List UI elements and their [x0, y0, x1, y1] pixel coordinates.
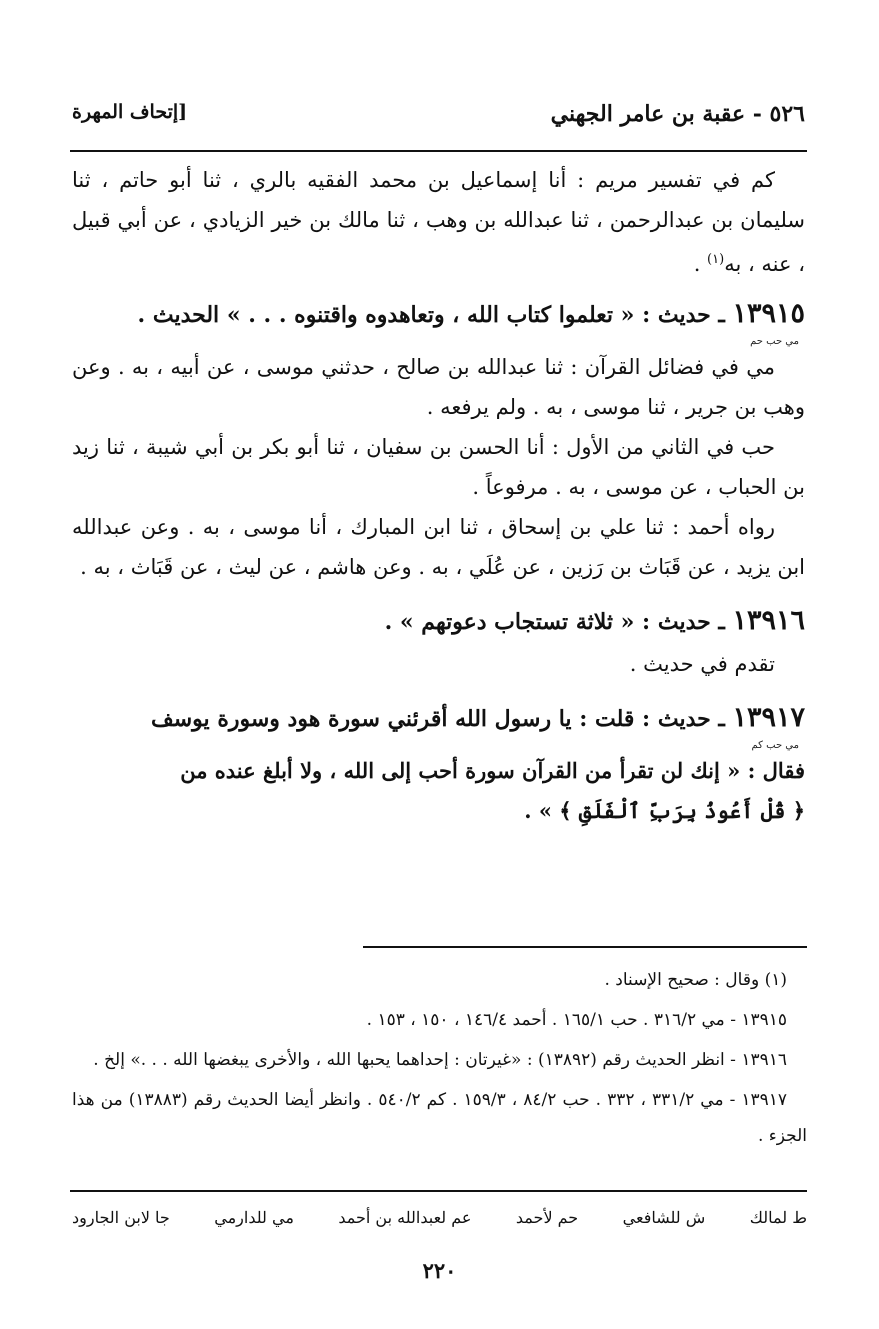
- footnote-text: ١٣٩١٥ - مي ٣١٦/٢ . حب ١٦٥/١ . أحمد ١٤٦/٤ ، ١٥٠ ، ١٥٣ .: [366, 1010, 787, 1030]
- hadith-text-continuation: فقال : « إنك لن تقرأ من القرآن سورة أحب إلى الله ، ولا أبلغ عنده من: [180, 758, 805, 783]
- paragraph-end: .: [693, 252, 708, 276]
- book-title: [إتحاف المهرة: [72, 101, 188, 123]
- paragraph-text: مي في فضائل القرآن : ثنا عبدالله بن صالح ، حدثني موسى ، عن أبيه ، به . وعن وهب بن جرير ، ثنا موسى ، به . ولم يرفعه .: [72, 355, 805, 419]
- page-header: [72, 95, 805, 139]
- paragraph-text: كم في تفسير مريم : أنا إسماعيل بن محمد الفقيه بالري ، ثنا أبو حاتم ، ثنا سليمان بن عبدالرحمن ، ثنا عبدالله بن وهب ، ثنا مالك بن خير الزيادي ، عن أبي قبيل ، عنه ، به: [72, 168, 805, 276]
- paragraph-text: تقدم في حديث .: [629, 652, 775, 676]
- source-codes: مي حب كم: [751, 740, 799, 751]
- hadith-heading-13916: [72, 599, 805, 644]
- hadith-number: ١٣٩١٥: [732, 298, 805, 329]
- footnote-1: [72, 962, 807, 998]
- legend-item-ibn-jarud: جا لابن الجارود: [72, 1208, 170, 1227]
- legend-rule: [70, 1190, 807, 1192]
- hadith-title: ـ حديث : قلت : يا رسول الله أقرئني سورة هود وسورة يوسف: [150, 706, 733, 732]
- abbreviation-legend: [72, 1203, 807, 1233]
- hadith-title: ـ حديث : « ثلاثة تستجاب دعوتهم » .: [384, 609, 733, 635]
- legend-item-shafii: ش للشافعي: [622, 1208, 706, 1227]
- hadith-heading-13915: [72, 292, 805, 337]
- footnote-marker: (١): [707, 252, 725, 267]
- legend-item-ahmad: حم لأحمد: [515, 1208, 579, 1227]
- hadith-number: ١٣٩١٧: [732, 702, 805, 733]
- hadith-heading-13917: [72, 696, 805, 741]
- hadith-number: ١٣٩١٦: [732, 605, 805, 636]
- paragraph-darimi: [72, 347, 805, 427]
- footnote-text: ١٣٩١٧ - مي ٣٣١/٢ ، ٣٣٢ . حب ٨٤/٢ ، ١٥٩/٣ . كم ٥٤٠/٢ . وانظر أيضا الحديث رقم (١٣٨٨٣) من هذا الجزء .: [72, 1090, 807, 1146]
- paragraph-isnad-tafsir: [72, 160, 805, 284]
- hadith-title: ـ حديث : « تعلموا كتاب الله ، وتعاهدوه واقتنوه . . . » الحديث .: [137, 302, 733, 328]
- legend-item-malik: ط لمالك: [749, 1208, 807, 1227]
- paragraph-cross-reference: [72, 644, 805, 684]
- source-codes: مي حب حم: [750, 336, 799, 347]
- footnote-13917: [72, 1082, 807, 1154]
- footnote-13915: [72, 1002, 807, 1038]
- page-number: ٢٢٠: [422, 1258, 457, 1283]
- paragraph-ibn-hibban: [72, 427, 805, 507]
- legend-item-darimi: مي للدارمي: [214, 1208, 294, 1227]
- paragraph-ahmad: [72, 507, 805, 587]
- footnote-text: ١٣٩١٦ - انظر الحديث رقم (١٣٨٩٢) : «غيرتان : إحداهما يحبها الله ، والأخرى يبغضها الله . . .» إلخ .: [93, 1050, 787, 1070]
- main-text: [72, 160, 805, 831]
- quran-verse: ﴿ قُلْ أَعُوذُ بِرَبِّ ٱلْفَلَقِ ﴾ » .: [524, 798, 805, 823]
- legend-item-abdullah: عم لعبدالله بن أحمد: [338, 1208, 472, 1227]
- footnote-rule: [363, 946, 807, 948]
- header-rule: [70, 150, 807, 152]
- paragraph-text: رواه أحمد : ثنا علي بن إسحاق ، ثنا ابن المبارك ، أنا موسى ، به . وعن عبدالله ابن يزيد ، عن قَبَاث بن رَزين ، عن عُلَي ، به . وعن هاشم ، عن ليث ، عن قَبَاث ، به .: [72, 515, 805, 579]
- footnote-13916: [72, 1042, 807, 1078]
- running-title: ٥٢٦ - عقبة بن عامر الجهني: [550, 101, 805, 127]
- footnotes-section: [72, 962, 807, 1158]
- paragraph-text: حب في الثاني من الأول : أنا الحسن بن سفيان ، ثنا أبو بكر بن أبي شيبة ، ثنا زيد بن الحباب ، عن موسى ، به . مرفوعاً .: [72, 435, 805, 499]
- footnote-text: (١) وقال : صحيح الإسناد .: [604, 970, 787, 990]
